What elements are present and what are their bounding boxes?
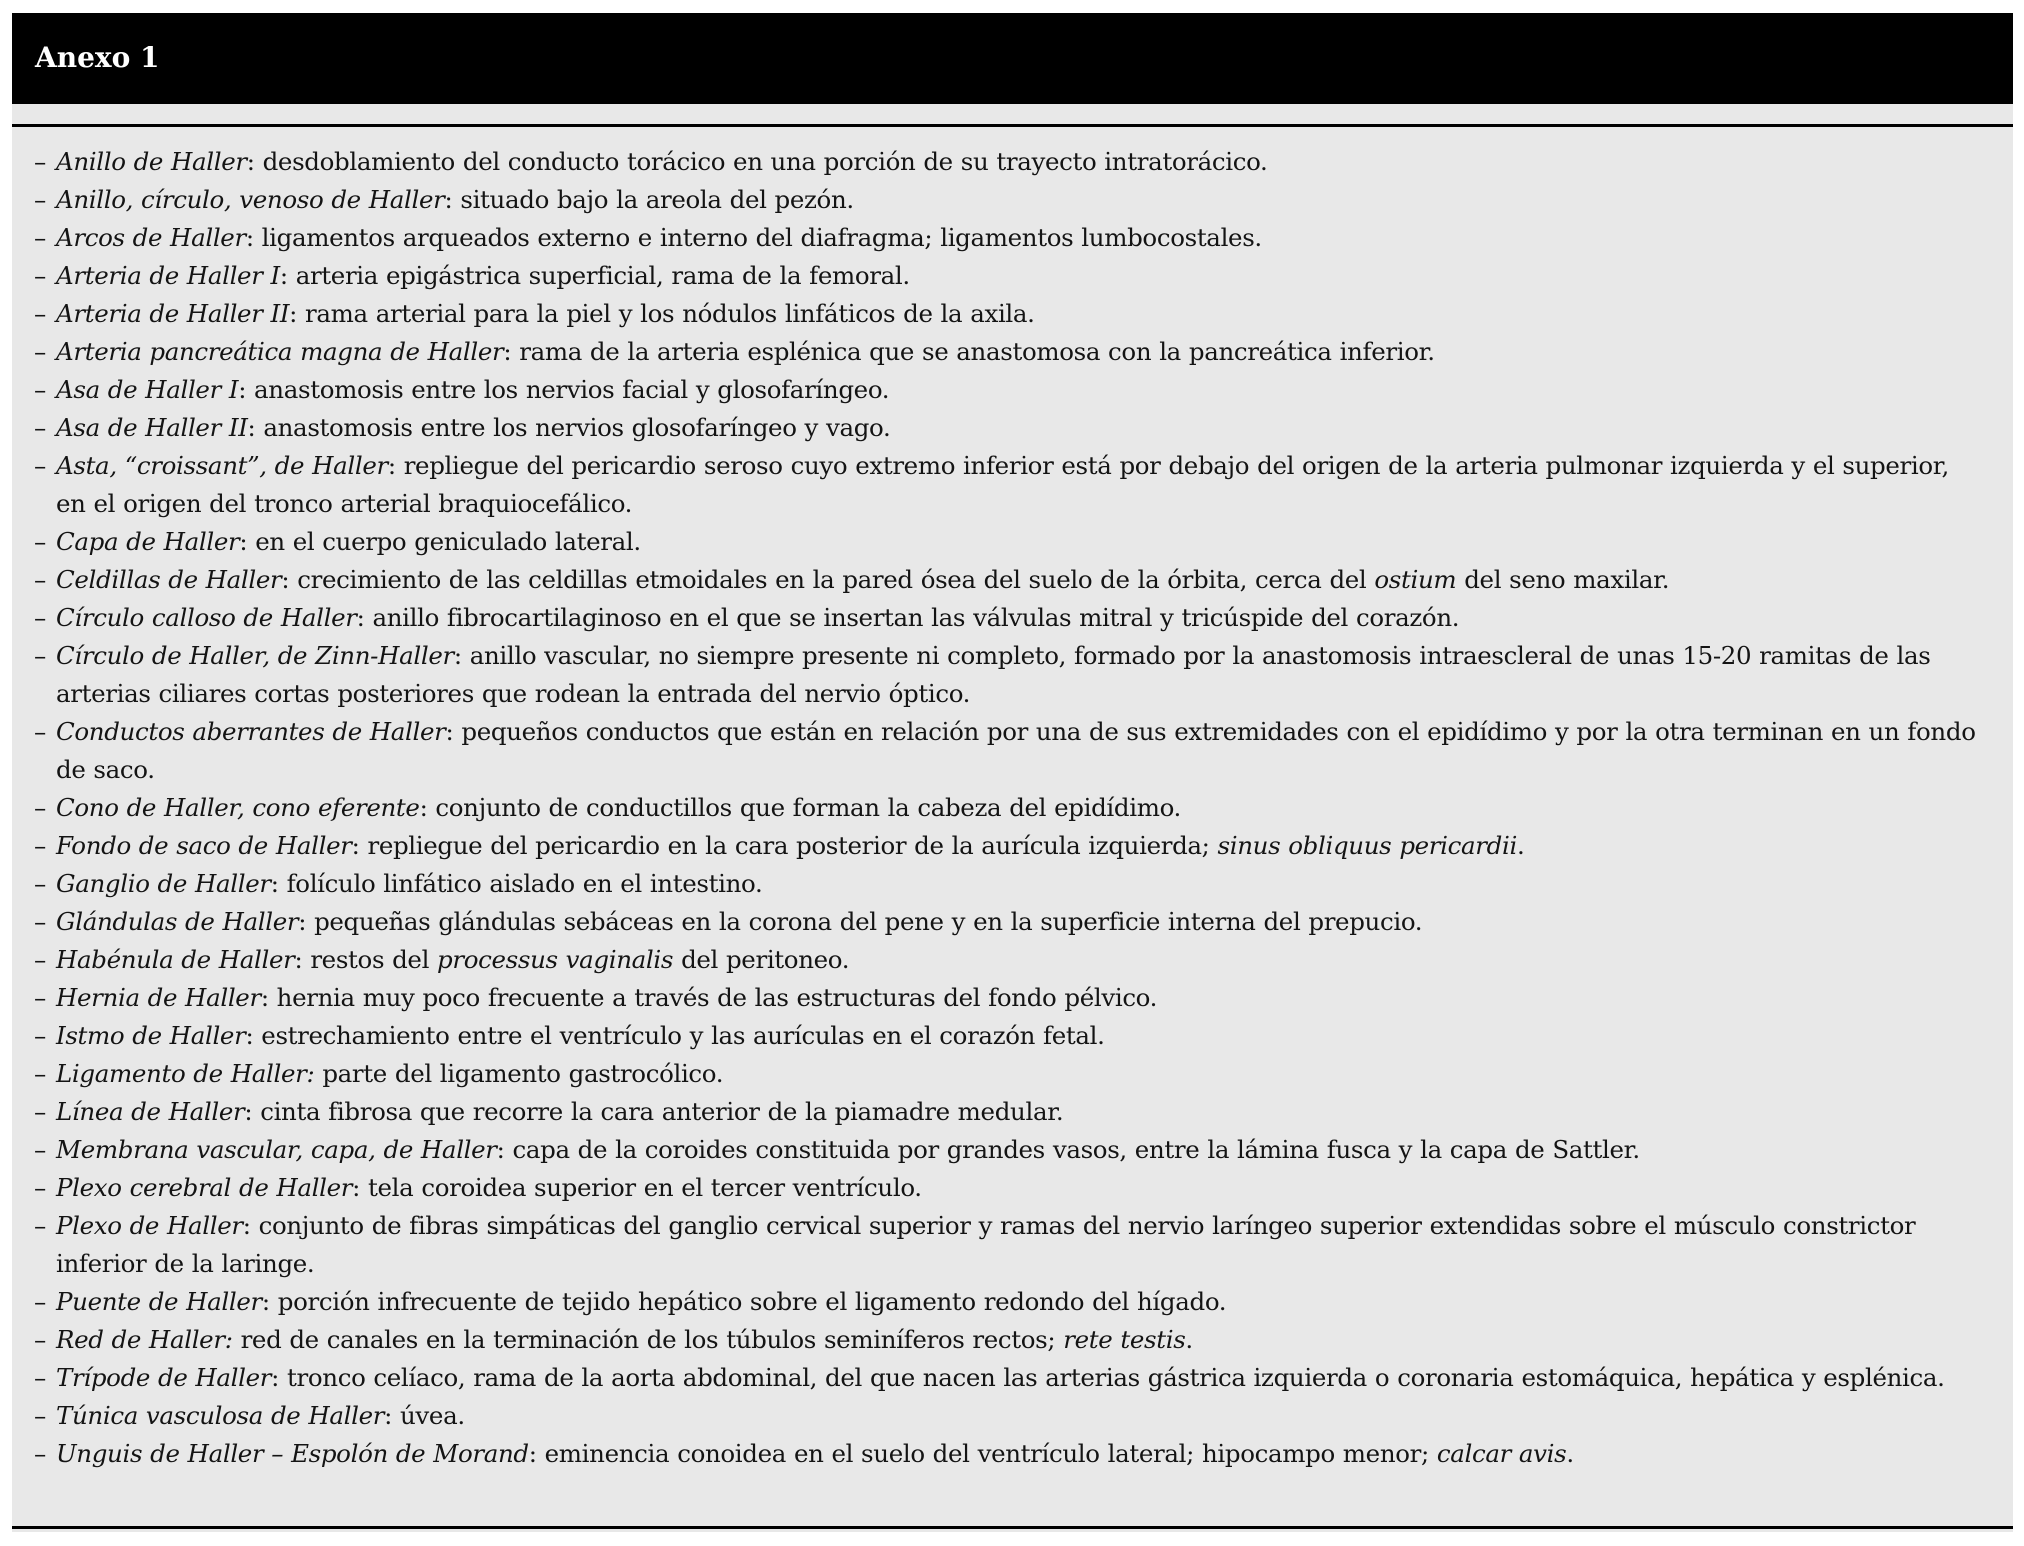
- list-item: [12, 1093, 2013, 1131]
- list-item: [12, 1131, 2013, 1169]
- entry-definition: folículo linfático aislado en el intestino.: [286, 869, 763, 898]
- entry-definition: capa de la coroides constituida por grandes vasos, entre la lámina fusca y la capa de Sattler.: [512, 1135, 1640, 1164]
- entry-dash: –: [34, 603, 46, 632]
- entry-term: Arteria de Haller I: [56, 261, 280, 290]
- entry-separator: :: [419, 793, 436, 822]
- entry-separator: :: [261, 1287, 278, 1316]
- entry-dash: –: [34, 907, 46, 936]
- entry-term: Anillo, círculo, venoso de Haller: [56, 185, 445, 214]
- entry-term: Istmo de Haller: [56, 1021, 246, 1050]
- entry-separator: [233, 1325, 241, 1354]
- list-item: [12, 903, 2013, 941]
- entry-dash: –: [34, 565, 46, 594]
- entry-separator: :: [444, 185, 461, 214]
- entry-term: Unguis de Haller – Espolón de Morand: [56, 1439, 529, 1468]
- entry-definition: tela coroidea superior en el tercer ventrículo.: [368, 1173, 922, 1202]
- entry-dash: –: [34, 527, 46, 556]
- entry-dash: –: [34, 337, 46, 366]
- entry-definition: ligamentos arqueados externo e interno del diafragma; ligamentos lumbocostales.: [261, 223, 1262, 252]
- list-item: [12, 941, 2013, 979]
- entry-term: Fondo de saco de Haller: [56, 831, 352, 860]
- list-item: [12, 1055, 2013, 1093]
- entry-separator: :: [352, 1173, 368, 1202]
- entry-separator: :: [528, 1439, 545, 1468]
- entry-definition: arteria epigástrica superficial, rama de la femoral.: [295, 261, 910, 290]
- entry-term: Círculo de Haller, de Zinn-Haller: [56, 641, 454, 670]
- entry-separator: :: [244, 1097, 261, 1126]
- entry-separator: :: [271, 1363, 288, 1392]
- list-item: [12, 865, 2013, 903]
- entry-separator: :: [384, 1401, 400, 1430]
- entry-dash: –: [34, 299, 46, 328]
- entry-definition: situado bajo la areola del pezón.: [460, 185, 854, 214]
- entry-italic-term: ostium: [1374, 565, 1457, 594]
- list-item: [12, 1435, 2013, 1473]
- entry-dash: –: [34, 1173, 46, 1202]
- list-item: [12, 979, 2013, 1017]
- entry-definition: conjunto de conductillos que forman la cabeza del epidídimo.: [435, 793, 1181, 822]
- entry-separator: :: [279, 261, 296, 290]
- entry-italic-term: calcar avis: [1436, 1439, 1567, 1468]
- entry-italic-term: processus vaginalis: [437, 945, 674, 974]
- entry-definition: rama arterial para la piel y los nódulos linfáticos de la axila.: [305, 299, 1035, 328]
- entry-definition: anillo fibrocartilaginoso en el que se insertan las válvulas mitral y tricúspide del corazón.: [372, 603, 1460, 632]
- entry-definition: estrechamiento entre el ventrículo y las aurículas en el corazón fetal.: [261, 1021, 1105, 1050]
- eponym-list: [12, 143, 2013, 1473]
- list-item: [12, 219, 2013, 257]
- list-item: [12, 1169, 2013, 1207]
- list-item: [12, 257, 2013, 295]
- entry-separator: :: [294, 945, 311, 974]
- entry-dash: –: [34, 983, 46, 1012]
- entry-separator: :: [270, 869, 287, 898]
- entry-definition: red de canales en la terminación de los túbulos seminíferos rectos;: [240, 1325, 1064, 1354]
- entry-definition: desdoblamiento del conducto torácico en una porción de su trayecto intratorácico.: [262, 147, 1268, 176]
- entry-separator: :: [281, 565, 298, 594]
- entry-definition: hernia muy poco frecuente a través de las estructuras del fondo pélvico.: [276, 983, 1158, 1012]
- entry-definition-tail: .: [1566, 1439, 1574, 1468]
- entry-dash: –: [34, 1325, 46, 1354]
- entry-dash: –: [34, 413, 46, 442]
- entry-dash: –: [34, 831, 46, 860]
- list-item: [12, 599, 2013, 637]
- entry-term: Línea de Haller: [56, 1097, 245, 1126]
- entry-dash: –: [34, 1097, 46, 1126]
- annex-box: [12, 13, 2013, 1532]
- entry-definition: tronco celíaco, rama de la aorta abdominal, del que nacen las arterias gástrica izquierda o coronaria estomáquica, hepática y esplénica.: [287, 1363, 1945, 1392]
- entry-dash: –: [34, 1439, 46, 1468]
- entry-term: Puente de Haller: [56, 1287, 262, 1316]
- entry-separator: :: [351, 831, 368, 860]
- entry-separator: :: [453, 641, 470, 670]
- entry-definition-tail: del peritoneo.: [673, 945, 850, 974]
- list-item: [12, 1207, 2013, 1283]
- entry-dash: –: [34, 1211, 46, 1240]
- entry-term: Túnica vasculosa de Haller: [56, 1401, 385, 1430]
- entry-definition: parte del ligamento gastrocólico.: [322, 1059, 724, 1088]
- list-item: [12, 447, 2013, 523]
- entry-term: Ganglio de Haller: [56, 869, 271, 898]
- entry-term: Ligamento de Haller:: [56, 1059, 315, 1088]
- entry-definition: rama de la arteria esplénica que se anastomosa con la pancreática inferior.: [519, 337, 1435, 366]
- entry-term: Red de Haller:: [56, 1325, 233, 1354]
- entry-dash: –: [34, 223, 46, 252]
- entry-dash: –: [34, 641, 46, 670]
- entry-definition: cinta fibrosa que recorre la cara anterior de la piamadre medular.: [260, 1097, 1064, 1126]
- entry-dash: –: [34, 1363, 46, 1392]
- entry-definition: anastomosis entre los nervios glosofaríngeo y vago.: [263, 413, 891, 442]
- entry-dash: –: [34, 793, 46, 822]
- entry-separator: :: [238, 375, 255, 404]
- entry-definition: conjunto de fibras simpáticas del ganglio cervical superior y ramas del nervio laríngeo superior extendidas sobre el músculo constrictor inferior de la laringe.: [56, 1211, 1916, 1278]
- entry-separator: :: [260, 983, 277, 1012]
- entry-separator: :: [246, 147, 263, 176]
- entry-definition: anastomosis entre los nervios facial y glosofaríngeo.: [254, 375, 890, 404]
- entry-term: Asa de Haller II: [56, 413, 248, 442]
- list-item: [12, 523, 2013, 561]
- entry-separator: :: [503, 337, 520, 366]
- entry-separator: :: [289, 299, 306, 328]
- entry-definition: pequeñas glándulas sebáceas en la corona del pene y en la superficie interna del prepucio.: [314, 907, 1423, 936]
- list-item: [12, 1321, 2013, 1359]
- entry-dash: –: [34, 1059, 46, 1088]
- list-item: [12, 143, 2013, 181]
- entry-separator: :: [242, 1211, 259, 1240]
- entry-dash: –: [34, 451, 46, 480]
- entry-separator: :: [387, 451, 404, 480]
- entry-separator: :: [298, 907, 315, 936]
- entry-separator: :: [239, 527, 256, 556]
- entry-definition: en el cuerpo geniculado lateral.: [255, 527, 641, 556]
- list-item: [12, 637, 2013, 713]
- entry-separator: :: [247, 413, 264, 442]
- entry-term: Habénula de Haller: [56, 945, 295, 974]
- top-rule: [12, 124, 2013, 127]
- list-item: [12, 1397, 2013, 1435]
- entry-definition: repliegue del pericardio seroso cuyo extremo inferior está por debajo del origen de la arteria pulmonar izquierda y el superior, en el origen del tronco arterial braquiocefálico.: [56, 451, 1949, 518]
- entry-dash: –: [34, 147, 46, 176]
- entry-separator: :: [245, 223, 262, 252]
- list-item: [12, 789, 2013, 827]
- list-item: [12, 409, 2013, 447]
- list-item: [12, 333, 2013, 371]
- entry-definition-tail: del seno maxilar.: [1456, 565, 1670, 594]
- entry-term: Arcos de Haller: [56, 223, 246, 252]
- entry-definition: pequeños conductos que están en relación por una de sus extremidades con el epidídimo y por la otra terminan en un fondo de saco.: [56, 717, 1976, 784]
- list-item: [12, 1017, 2013, 1055]
- entry-definition: úvea.: [400, 1401, 465, 1430]
- entry-dash: –: [34, 375, 46, 404]
- list-item: [12, 713, 2013, 789]
- entry-separator: :: [245, 1021, 262, 1050]
- list-item: [12, 181, 2013, 219]
- entry-definition: anillo vascular, no siempre presente ni completo, formado por la anastomosis intraescleral de unas 15-20 ramitas de las arterias ciliares cortas posteriores que rodean la entrada del nervio óptico.: [56, 641, 1931, 708]
- entry-dash: –: [34, 261, 46, 290]
- entry-definition: crecimiento de las celdillas etmoidales en la pared ósea del suelo de la órbita, cerca del: [297, 565, 1375, 594]
- entry-term: Círculo calloso de Haller: [56, 603, 357, 632]
- entry-separator: :: [496, 1135, 513, 1164]
- entry-separator: :: [356, 603, 373, 632]
- entry-definition: restos del: [310, 945, 438, 974]
- entry-term: Arteria pancreática magna de Haller: [56, 337, 504, 366]
- entry-term: Capa de Haller: [56, 527, 240, 556]
- annex-title: Anexo 1: [35, 41, 160, 74]
- entry-definition-tail: .: [1516, 831, 1525, 860]
- entry-term: Asta, “croissant”, de Haller: [56, 451, 388, 480]
- entry-italic-term: sinus obliquus pericardii: [1217, 831, 1517, 860]
- list-item: [12, 561, 2013, 599]
- entry-dash: –: [34, 869, 46, 898]
- entry-term: Glándulas de Haller: [56, 907, 299, 936]
- entry-definition-tail: .: [1185, 1325, 1193, 1354]
- entry-term: Anillo de Haller: [56, 147, 247, 176]
- entry-separator: :: [445, 717, 462, 746]
- entry-dash: –: [34, 1021, 46, 1050]
- list-item: [12, 827, 2013, 865]
- entry-term: Cono de Haller, cono eferente: [56, 793, 420, 822]
- entry-definition: eminencia conoidea en el suelo del ventrículo lateral; hipocampo menor;: [544, 1439, 1437, 1468]
- entry-definition: repliegue del pericardio en la cara posterior de la aurícula izquierda;: [367, 831, 1218, 860]
- entry-term: Asa de Haller I: [56, 375, 239, 404]
- entry-term: Trípode de Haller: [56, 1363, 272, 1392]
- entry-dash: –: [34, 1287, 46, 1316]
- entry-dash: –: [34, 185, 46, 214]
- entry-dash: –: [34, 717, 46, 746]
- entry-definition: porción infrecuente de tejido hepático sobre el ligamento redondo del hígado.: [277, 1287, 1227, 1316]
- annex-header: [12, 13, 2013, 104]
- list-item: [12, 1359, 2013, 1397]
- entry-dash: –: [34, 945, 46, 974]
- entry-term: Hernia de Haller: [56, 983, 261, 1012]
- entry-term: Membrana vascular, capa, de Haller: [56, 1135, 497, 1164]
- entry-term: Arteria de Haller II: [56, 299, 290, 328]
- entry-dash: –: [34, 1135, 46, 1164]
- entry-term: Conductos aberrantes de Haller: [56, 717, 446, 746]
- entry-term: Plexo de Haller: [56, 1211, 243, 1240]
- entry-dash: –: [34, 1401, 46, 1430]
- entry-term: Celdillas de Haller: [56, 565, 282, 594]
- list-item: [12, 1283, 2013, 1321]
- entry-italic-term: rete testis: [1063, 1325, 1186, 1354]
- entry-term: Plexo cerebral de Haller: [56, 1173, 353, 1202]
- list-item: [12, 371, 2013, 409]
- list-item: [12, 295, 2013, 333]
- bottom-rule: [12, 1526, 2013, 1529]
